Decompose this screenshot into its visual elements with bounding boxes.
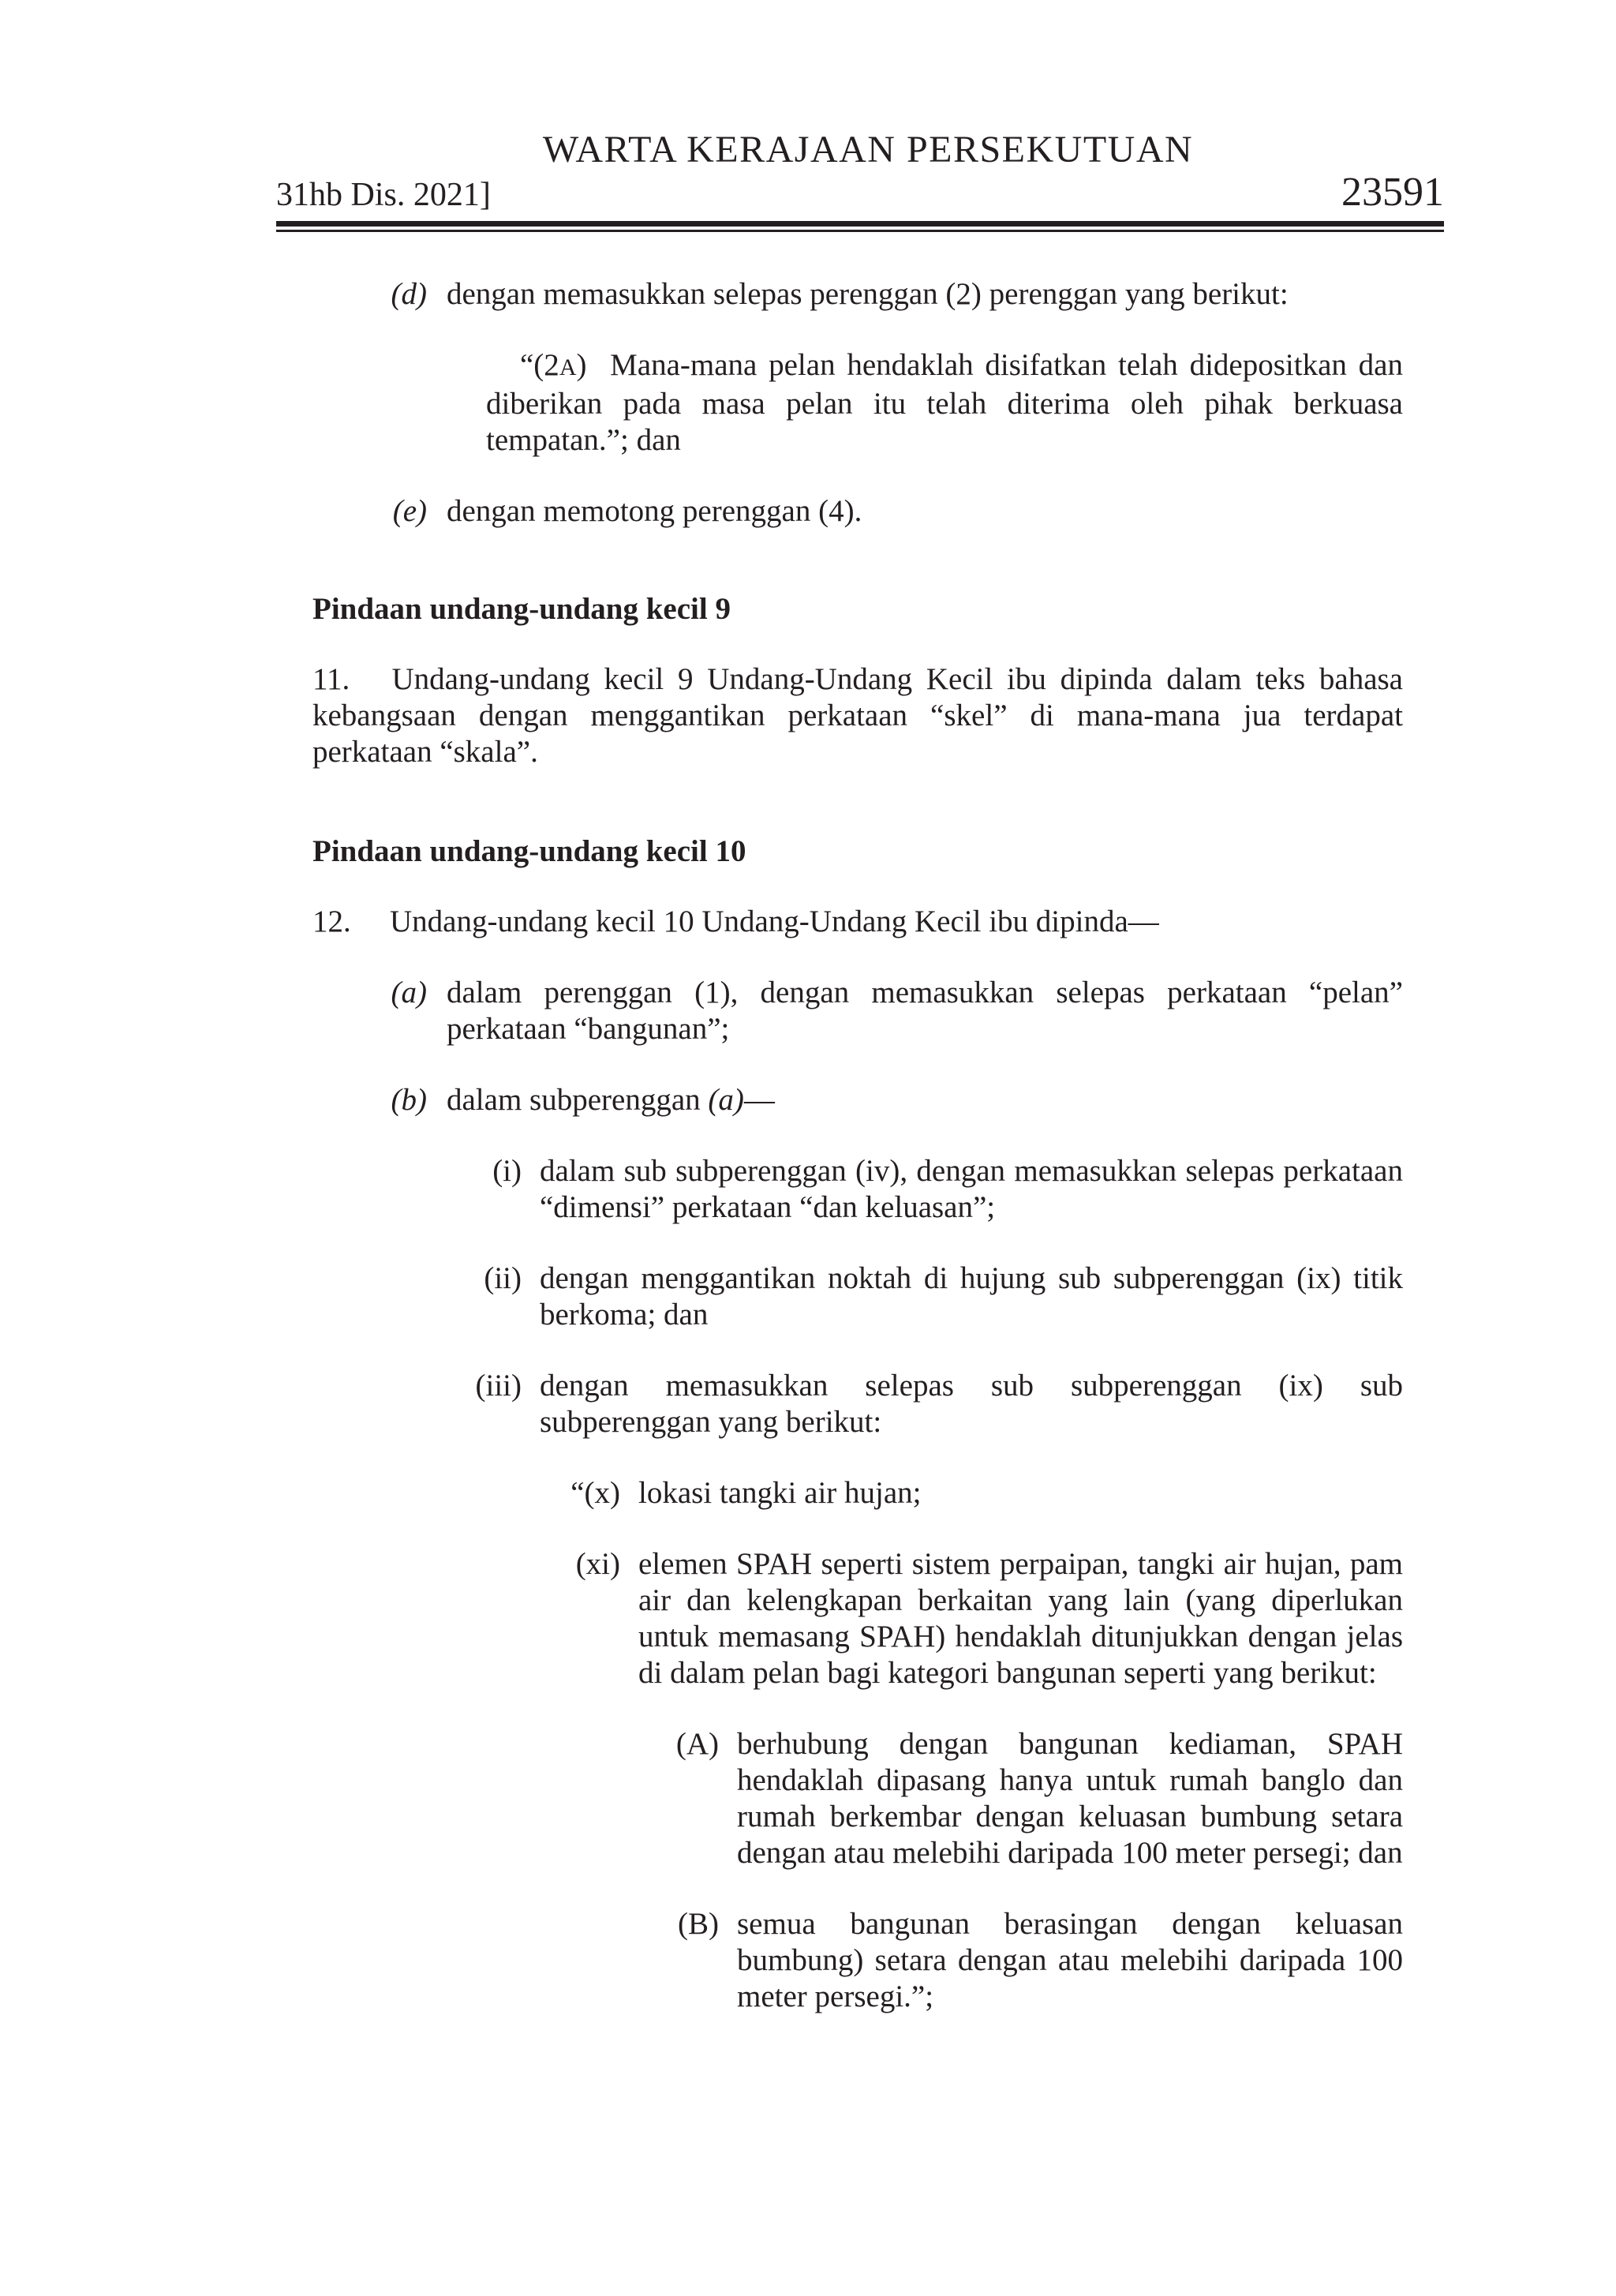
sub-item-iii-text: dengan memasukkan selepas sub subperenggan (ix) sub subperenggan yang berikut: [540,1369,1403,1439]
sub-item-ii-text: dengan menggantikan noktah di hujung sub subperenggan (ix) titik berkoma; dan [540,1261,1403,1332]
gazette-body [312,276,1403,2015]
item-b-label: (b) [391,1083,427,1117]
quote-2a-close: ) [576,348,587,382]
sub-item-A [660,1726,1403,1871]
sub-item-B [660,1906,1403,2015]
sub-item-A-label: (A) [675,1727,719,1761]
quote-2a-text: Mana-mana pelan hendaklah disifatkan telah didepositkan dan diberikan pada masa pelan itu telah diterima oleh pihak berkuasa tempatan.”; dan [486,348,1403,457]
page-number: 23591 [1341,170,1444,215]
item-e-text: dengan memotong perenggan (4). [447,494,862,528]
sub-item-xi-text: elemen SPAH seperti sistem perpaipan, tangki air hujan, pam air dan kelengkapan berkaitan yang lain (yang diperlukan untuk memasang SPAH) hendaklah ditunjukkan dengan jelas di dalam pelan bagi kategori bangunan seperti yang berikut: [638,1547,1403,1690]
header-rule-thick [276,221,1444,227]
quote-2a-open: “(2 [520,348,559,382]
sub-item-i [462,1153,1403,1226]
item-b-text [447,1082,1403,1118]
section-11-heading: Pindaan undang-undang kecil 9 [312,592,731,626]
header-title: WARTA KERAJAAN PERSEKUTUAN [542,129,1194,170]
sub-item-i-label: (i) [492,1154,522,1188]
quote-2a [486,347,1403,459]
item-d-label: (d) [391,277,427,311]
item-a-label: (a) [391,976,427,1009]
sub-item-ii [462,1260,1403,1333]
section-12-paragraph [312,904,1403,940]
section-11-text: Undang-undang kecil 9 Undang-Undang Kecil ibu dipinda dalam teks bahasa kebangsaan dengan menggantikan perkataan “skel” di mana-mana jua terdapat perkataan “skala”. [312,662,1403,769]
section-12-heading: Pindaan undang-undang kecil 10 [312,834,746,868]
sub-item-iii-label: (iii) [475,1369,522,1403]
sub-item-iii [462,1368,1403,1440]
item-e-label: (e) [392,494,427,528]
sub-item-xi [549,1546,1403,1691]
sub-item-ii-label: (ii) [484,1261,522,1295]
sub-item-B-label: (B) [678,1907,719,1941]
sub-item-x-text: lokasi tangki air hujan; [638,1476,922,1510]
sub-item-B-text: semua bangunan berasingan dengan keluasan bumbung) setara dengan atau melebihi daripada 100 meter persegi.”; [737,1907,1403,2013]
item-b-text-prefix: dalam subperenggan [447,1083,709,1117]
item-e [383,493,1403,530]
section-11-number: 11. [312,662,350,696]
item-a [383,975,1403,1047]
section-12-number: 12. [312,905,351,938]
header-date: 31hb Dis. 2021] [276,177,491,213]
sub-item-i-text: dalam sub subperenggan (iv), dengan memasukkan selepas perkataan “dimensi” perkataan “dan keluasan”; [540,1154,1403,1224]
sub-item-x-label: “(x) [570,1476,620,1510]
item-b-text-italic: (a) [708,1083,744,1117]
quote-2a-small-caps: A [559,354,577,380]
item-d [383,276,1403,313]
sub-item-A-text: berhubung dengan bangunan kediaman, SPAH hendaklah dipasang hanya untuk rumah banglo dan rumah berkembar dengan keluasan bumbung setara dengan atau melebihi daripada 100 meter persegi; dan [737,1727,1403,1870]
item-d-text: dengan memasukkan selepas perenggan (2) perenggan yang berikut: [447,277,1289,311]
item-a-text: dalam perenggan (1), dengan memasukkan selepas perkataan “pelan” perkataan “bangunan”; [447,976,1403,1046]
header-rule-thin [276,230,1444,232]
sub-item-x [549,1475,1403,1511]
section-11-paragraph [312,661,1403,770]
item-b-text-suffix: — [743,1083,775,1117]
item-b [383,1082,1403,1118]
sub-item-xi-label: (xi) [575,1547,620,1581]
section-12-text: Undang-undang kecil 10 Undang-Undang Kecil ibu dipinda— [390,905,1159,938]
